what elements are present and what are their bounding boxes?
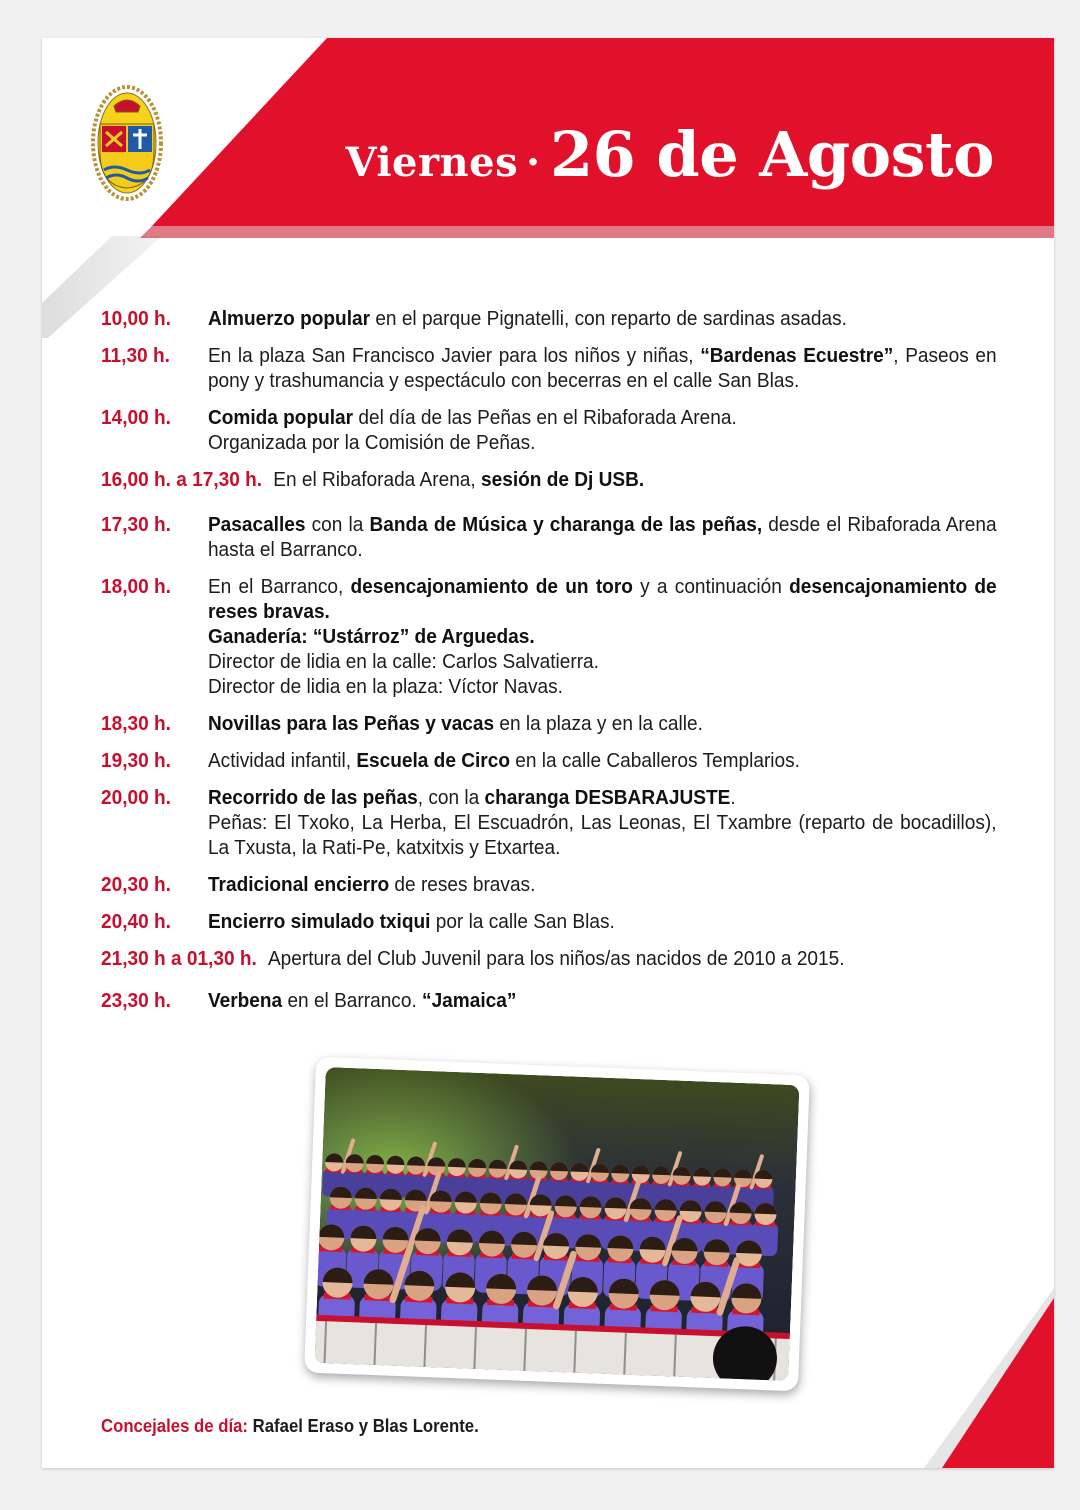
body-text: , con la: [417, 786, 485, 809]
schedule-description: [208, 405, 997, 455]
schedule-time: 17,30 h.: [101, 513, 171, 536]
highlight-text: desencajonamiento de un toro: [350, 575, 633, 598]
schedule-description: [208, 343, 997, 393]
highlight-text: Banda de Música y charanga de las peñas,: [369, 513, 763, 536]
body-text: desde el Ribaforada Arena hasta el Barranco.: [207, 513, 997, 561]
body-text: en el Barranco.: [282, 989, 423, 1012]
coat-of-arms-icon: [90, 82, 164, 204]
schedule-description: [268, 946, 997, 971]
schedule-entry: [101, 343, 997, 393]
highlight-text: Escuela de Circo: [356, 749, 510, 772]
schedule-time: 18,30 h.: [101, 712, 171, 735]
highlight-text: “Bardenas Ecuestre”: [700, 344, 894, 367]
schedule-time: 20,00 h.: [101, 786, 171, 809]
highlight-text: Almuerzo popular: [207, 307, 371, 330]
title-separator: ·: [526, 139, 541, 186]
body-text: , Paseos en pony y trashumancia y espectáculo con becerras en el calle San Blas.: [207, 344, 997, 392]
highlight-text: Ganadería: “Ustárroz” de Arguedas.: [207, 625, 535, 648]
body-text: En el Ribaforada Arena,: [273, 468, 482, 491]
schedule-time: 19,30 h.: [101, 749, 171, 772]
schedule-time: 16,00 h. a 17,30 h.: [101, 468, 263, 491]
schedule-entry: [101, 306, 997, 331]
schedule-entry: [101, 946, 997, 971]
schedule-list: [101, 306, 997, 1013]
schedule-entry: [101, 405, 997, 455]
body-text: Director de lidia en la calle: Carlos Salvatierra.: [207, 650, 599, 673]
body-text: con la: [305, 513, 370, 536]
schedule-time: 11,30 h.: [101, 344, 170, 367]
program-page: [42, 38, 1054, 1468]
title-weekday: Viernes: [345, 139, 519, 186]
body-text: por la calle San Blas.: [430, 910, 615, 933]
footer-label: Concejales de día:: [101, 1416, 248, 1436]
schedule-description: [208, 785, 997, 860]
schedule-description: [208, 909, 997, 934]
schedule-time: 20,40 h.: [101, 910, 171, 933]
schedule-entry: [101, 872, 997, 897]
schedule-entry: [101, 988, 997, 1013]
schedule-description: [208, 512, 997, 562]
schedule-time: 14,00 h.: [101, 406, 171, 429]
body-text: En el Barranco,: [207, 575, 351, 598]
schedule-time: 10,00 h.: [101, 307, 171, 330]
crowd-photo-image: [314, 1067, 799, 1381]
body-text: Organizada por la Comisión de Peñas.: [207, 431, 536, 454]
body-text: y a continuación: [632, 575, 790, 598]
schedule-time: 23,30 h.: [101, 989, 171, 1012]
highlight-text: “Jamaica”: [422, 989, 517, 1012]
page-title: [345, 118, 994, 218]
schedule-description: [208, 306, 997, 331]
crowd-photo: [304, 1057, 810, 1392]
schedule-description: [208, 872, 997, 897]
highlight-text: Tradicional encierro: [207, 873, 390, 896]
schedule-entry: [101, 909, 997, 934]
title-date: 26 de Agosto: [550, 118, 994, 191]
corner-decoration: [924, 1268, 1054, 1468]
schedule-description: [208, 574, 997, 699]
body-text: Apertura del Club Juvenil para los niños/as nacidos de 2010 a 2015.: [267, 947, 845, 970]
body-text: Director de lidia en la plaza: Víctor Navas.: [207, 675, 563, 698]
schedule-entry: [101, 574, 997, 699]
highlight-text: Novillas para las Peñas y vacas: [207, 712, 495, 735]
footer-names: Rafael Eraso y Blas Lorente.: [252, 1416, 479, 1436]
schedule-description: [208, 988, 997, 1013]
schedule-description: [273, 467, 996, 492]
footer-councillors: [101, 1416, 479, 1437]
body-text: .: [730, 786, 736, 809]
body-text: en la plaza y en la calle.: [494, 712, 703, 735]
highlight-text: Encierro simulado txiqui: [207, 910, 431, 933]
body-text: Peñas: El Txoko, La Herba, El Escuadrón, Las Leonas, El Txambre (reparto de bocadillos), La Txusta, la Rati-Pe, katxitxis y Etxartea.: [207, 811, 997, 859]
schedule-entry: [101, 512, 997, 562]
schedule-time: 20,30 h.: [101, 873, 171, 896]
body-text: En la plaza San Francisco Javier para los niños y niñas,: [207, 344, 701, 367]
schedule-entry: [101, 748, 997, 773]
schedule-description: [208, 711, 997, 736]
body-text: en el parque Pignatelli, con reparto de sardinas asadas.: [370, 307, 847, 330]
schedule-entry: [101, 467, 997, 492]
highlight-text: sesión de Dj USB.: [481, 468, 645, 491]
schedule-description: [208, 748, 997, 773]
schedule-entry: [101, 711, 997, 736]
highlight-text: Comida popular: [207, 406, 354, 429]
body-text: en la calle Caballeros Templarios.: [509, 749, 800, 772]
schedule-entry: [101, 785, 997, 860]
highlight-text: Pasacalles: [207, 513, 306, 536]
schedule-time: 21,30 h a 01,30 h.: [101, 947, 257, 970]
highlight-text: Recorrido de las peñas: [207, 786, 418, 809]
body-text: de reses bravas.: [389, 873, 536, 896]
highlight-text: desencajonamiento de reses bravas.: [207, 575, 997, 623]
highlight-text: charanga DESBARAJUSTE: [484, 786, 731, 809]
body-text: Actividad infantil,: [207, 749, 357, 772]
body-text: del día de las Peñas en el Ribaforada Arena.: [353, 406, 737, 429]
highlight-text: Verbena: [207, 989, 283, 1012]
schedule-time: 18,00 h.: [101, 575, 171, 598]
